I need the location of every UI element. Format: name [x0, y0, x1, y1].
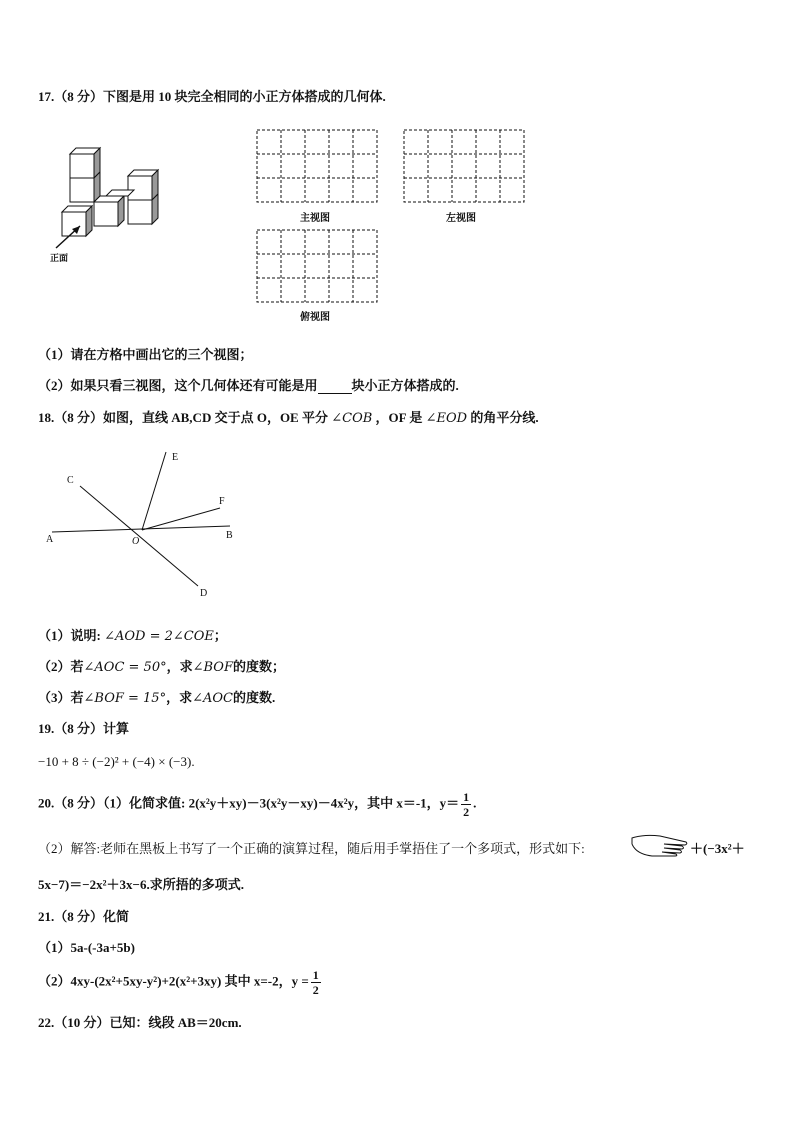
top-view-label: 俯视图 — [300, 312, 330, 323]
q18-sub2-b: ，求 — [166, 659, 193, 674]
q18-sub1-b: ； — [213, 628, 227, 643]
q21-sub2 — [38, 968, 323, 997]
point-e-label: E — [172, 452, 179, 463]
q18-sub3-b: ，求 — [166, 690, 193, 705]
q20-line1-end: . — [473, 795, 477, 811]
fraction-denominator: 2 — [312, 983, 319, 997]
front-label: 正面 — [50, 253, 69, 263]
hand-icon — [630, 830, 690, 858]
left-view-label: 左视图 — [446, 213, 476, 224]
point-f-label: F — [219, 496, 225, 507]
answer-blank — [318, 381, 352, 394]
q20-line2 — [38, 838, 585, 857]
q21-sub2-text: （2）4xy-(2x²+5xy-y²)+2(x²+3xy) 其中 x=-2，y = — [38, 973, 309, 989]
q18-sub1 — [38, 625, 227, 644]
q17-sub2-text-a: （2）如果只看三视图，这个几何体还有可能是用 — [38, 378, 318, 393]
left-view-grid — [403, 129, 527, 205]
point-b-label: B — [226, 530, 233, 541]
fraction-numerator: 1 — [463, 790, 470, 804]
top-view-grid — [256, 229, 380, 305]
q21-sub1: （1）5a-(-3a+5b) — [38, 940, 135, 955]
q20-line2-tail: ＋(−3x²＋ — [690, 841, 745, 856]
front-view-label: 主视图 — [300, 213, 330, 224]
intersecting-lines-figure — [44, 446, 244, 606]
fraction-one-half-q21 — [311, 968, 321, 997]
q18-sub2-math1: ∠AOC = 50° — [83, 660, 167, 675]
front-view-grid — [256, 129, 380, 205]
q18-title — [38, 407, 539, 426]
q20-line1 — [38, 790, 476, 819]
q18-sub2-math2: ∠BOF — [192, 660, 233, 675]
q21-title: 21.（8 分）化简 — [38, 909, 130, 924]
q18-sub1-math: ∠AOD = 2∠COE — [104, 629, 214, 644]
q17-sub1: （1）请在方格中画出它的三个视图； — [38, 347, 253, 362]
point-d-label: D — [200, 588, 208, 599]
q18-sub3-a: （3）若 — [38, 690, 84, 705]
fraction-denominator: 2 — [463, 805, 470, 819]
q18-sub1-a: （1）说明: — [38, 628, 105, 643]
q19-title: 19.（8 分）计算 — [38, 721, 130, 736]
point-a-label: A — [46, 534, 54, 545]
fraction-numerator: 1 — [312, 968, 319, 982]
fraction-one-half — [461, 790, 471, 819]
q17-sub2-text-b: 块小正方体搭成的. — [351, 378, 459, 393]
q18-title-a: 18.（8 分）如图，直线 AB,CD 交于点 O，OE 平分 — [38, 410, 328, 425]
q20-line1-text: 20.（8 分）（1）化简求值: 2(x²y＋xy)－3(x²y－xy)－4x²y，其中 x＝-1，y＝ — [38, 795, 460, 811]
q18-sub2 — [38, 656, 285, 675]
point-c-label: C — [67, 475, 74, 486]
q18-sub2-a: （2）若 — [38, 659, 84, 674]
q22-title: 22.（10 分）已知：线段 AB＝20cm. — [38, 1015, 242, 1030]
q20-line3: 5x−7)＝−2x²＋3x−6.求所捂的多项式. — [38, 877, 244, 892]
angle-cob: ∠COB — [331, 411, 373, 426]
q18-title-c: 的角平分线. — [470, 410, 539, 425]
point-o-label: O — [132, 536, 140, 547]
q18-sub3-math1: ∠BOF = 15° — [83, 691, 167, 706]
q17-title: 17.（8 分）下图是用 10 块完全相同的小正方体搭成的几何体. — [38, 89, 386, 104]
q19-expression: −10 + 8 ÷ (−2)² + (−4) × (−3). — [38, 754, 195, 769]
q18-sub3 — [38, 687, 275, 706]
q17-sub2 — [38, 375, 459, 394]
q20-line2-text: （2）解答:老师在黑板上书写了一个正确的演算过程，随后用手掌捂住了一个多项式，形式如下: — [38, 841, 585, 856]
q18-sub3-math2: ∠AOC — [192, 691, 233, 706]
angle-eod: ∠EOD — [425, 411, 468, 426]
q18-title-b: ，OF 是 — [375, 410, 423, 425]
q18-sub3-c: 的度数. — [233, 690, 276, 705]
q18-sub2-c: 的度数； — [233, 659, 286, 674]
